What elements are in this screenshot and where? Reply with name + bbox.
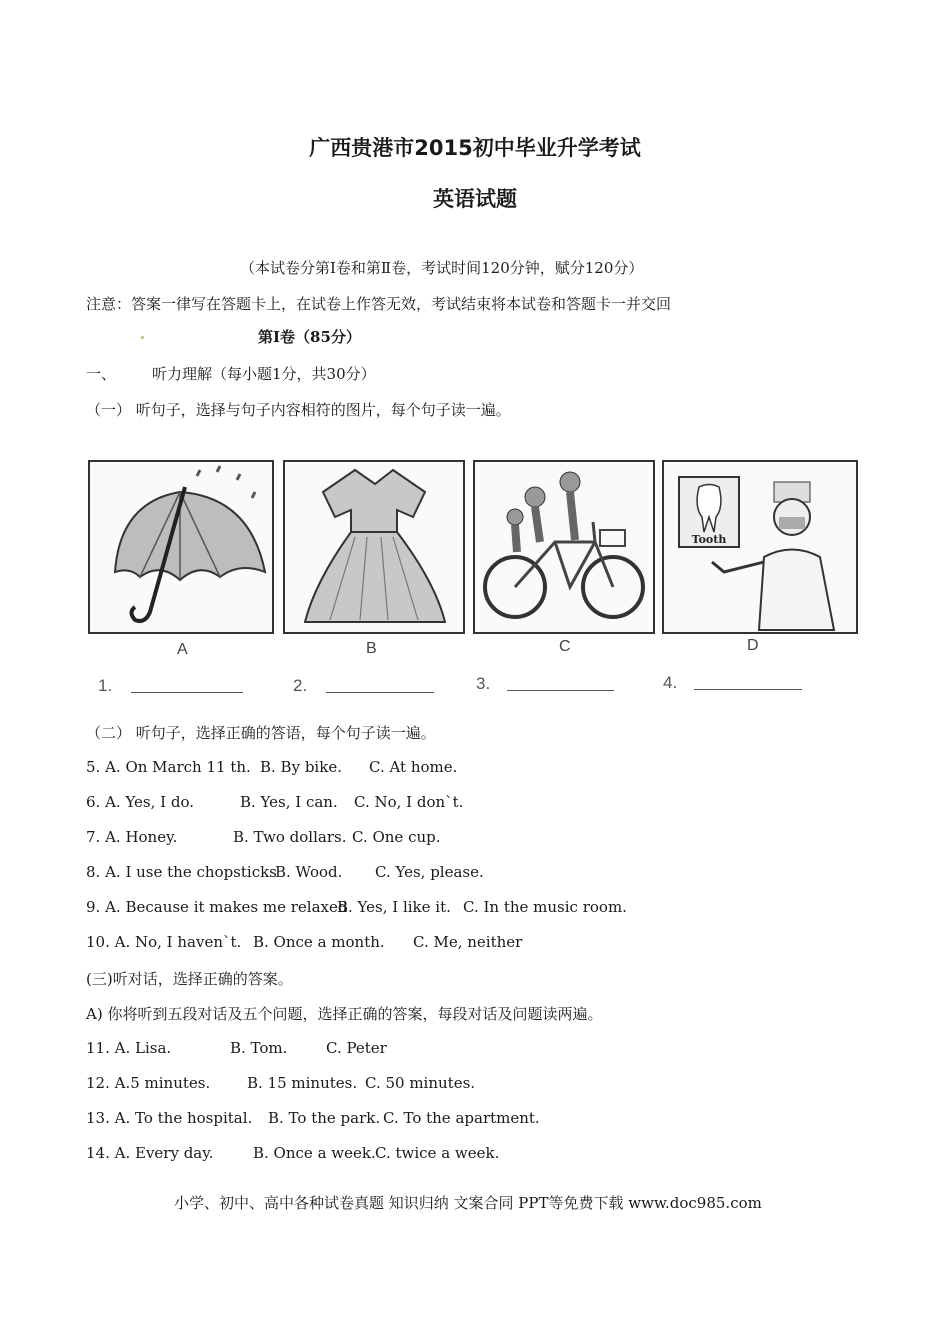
blank-number-3: 3. [476, 674, 491, 693]
q6-option-b: B. Yes, I can. [240, 793, 338, 811]
q7-option-c: C. One cup. [352, 828, 441, 846]
q6-option-a: 6. A. Yes, I do. [86, 793, 194, 811]
q5-option-a: 5. A. On March 11 th. [86, 758, 251, 776]
q6-option-c: C. No, I don`t. [354, 793, 464, 811]
section1-number: 一、 [86, 365, 117, 383]
subsection3-instructions: (三)听对话，选择正确的答案。 [86, 970, 293, 988]
answer-blank-4[interactable] [694, 689, 802, 690]
dress-icon [285, 462, 463, 632]
subsection2-instructions: （二） 听句子，选择正确的答语，每个句子读一遍。 [86, 724, 436, 742]
q13-option-c: C. To the apartment. [383, 1109, 540, 1127]
q8-option-c: C. Yes, please. [375, 863, 484, 881]
blank-number-1: 1. [98, 676, 113, 695]
q7-option-a: 7. A. Honey. [86, 828, 178, 846]
picture-letter-d: D [747, 637, 759, 654]
blank-number-2: 2. [293, 676, 308, 695]
q10-option-c: C. Me, neither [413, 933, 523, 951]
exam-subtitle: 英语试题 [433, 187, 517, 211]
dentist-icon [664, 462, 856, 632]
subsection3a-instructions: A) 你将听到五段对话及五个问题，选择正确的答案，每段对话及问题读两遍。 [86, 1005, 603, 1023]
q5-option-b: B. By bike. [260, 758, 342, 776]
subsection1-instructions: （一） 听句子，选择与句子内容相符的图片，每个句子读一遍。 [86, 401, 511, 419]
tooth-label: Tooth [691, 533, 727, 546]
q9-option-a: 9. A. Because it makes me relaxed [86, 898, 348, 916]
q9-option-b: B. Yes, I like it. [337, 898, 451, 916]
picture-dress [283, 460, 465, 634]
blank-number-4: 4. [663, 673, 678, 692]
q13-option-b: B. To the park. [268, 1109, 381, 1127]
picture-dentist [662, 460, 858, 634]
part1-title: 第Ⅰ卷（85分） [258, 328, 361, 346]
q7-option-b: B. Two dollars. [233, 828, 347, 846]
picture-umbrella [88, 460, 274, 634]
q10-option-b: B. Once a month. [253, 933, 385, 951]
q13-option-a: 13. A. To the hospital. [86, 1109, 253, 1127]
q14-option-c: C. twice a week. [375, 1144, 500, 1162]
q14-option-b: B. Once a week. [253, 1144, 376, 1162]
exam-info: （本试卷分第Ⅰ卷和第Ⅱ卷，考试时间120分钟，赋分120分） [240, 259, 644, 277]
answer-blank-3[interactable] [507, 690, 614, 691]
q12-option-a: 12. A.5 minutes. [86, 1074, 211, 1092]
q11-option-c: C. Peter [326, 1039, 387, 1057]
q12-option-c: C. 50 minutes. [365, 1074, 476, 1092]
q8-option-b: B. Wood. [275, 863, 343, 881]
q11-option-a: 11. A. Lisa. [86, 1039, 172, 1057]
bicycle-icon [475, 462, 653, 632]
exam-notice: 注意：答案一律写在答题卡上，在试卷上作答无效，考试结束将本试卷和答题卡一并交回 [86, 295, 672, 313]
decorative-dot [141, 336, 144, 339]
picture-letter-b: B [366, 640, 377, 657]
picture-letter-c: C [559, 638, 571, 655]
umbrella-icon [90, 462, 272, 632]
picture-bicycle [473, 460, 655, 634]
q11-option-b: B. Tom. [230, 1039, 288, 1057]
q12-option-b: B. 15 minutes. [247, 1074, 358, 1092]
footer-download-link[interactable]: 小学、初中、高中各种试卷真题 知识归纳 文案合同 PPT等免费下载 www.doc985.com [174, 1194, 762, 1212]
exam-title: 广西贵港市2015初中毕业升学考试 [309, 136, 641, 160]
q8-option-a: 8. A. I use the chopsticks [86, 863, 277, 881]
q5-option-c: C. At home. [369, 758, 458, 776]
section1-title: 听力理解（每小题1分，共30分） [152, 365, 376, 383]
picture-letter-a: A [177, 641, 188, 658]
answer-blank-2[interactable] [326, 692, 434, 693]
q14-option-a: 14. A. Every day. [86, 1144, 214, 1162]
answer-blank-1[interactable] [131, 692, 243, 693]
q10-option-a: 10. A. No, I haven`t. [86, 933, 242, 951]
q9-option-c: C. In the music room. [463, 898, 627, 916]
